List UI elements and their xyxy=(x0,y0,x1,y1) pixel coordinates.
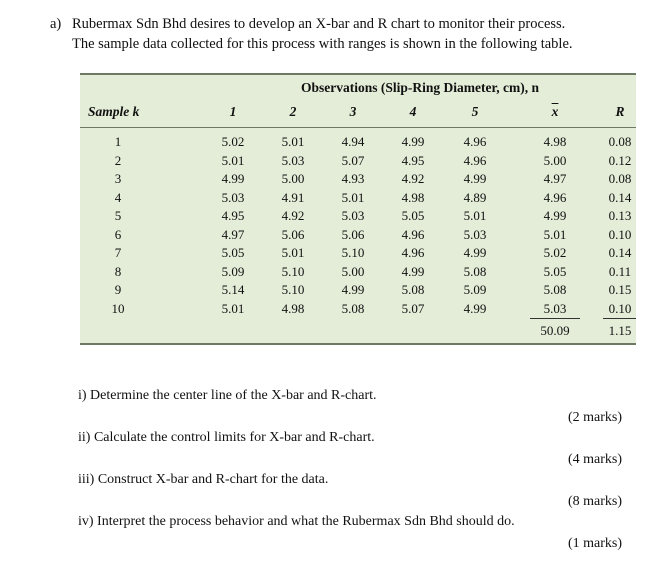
xbar-value: 4.96 xyxy=(543,189,567,205)
xbar-value: 5.03 xyxy=(543,300,567,316)
observation-value: 4.97 xyxy=(221,226,245,242)
observation-value: 5.08 xyxy=(341,300,365,316)
question-i-marks: (2 marks) xyxy=(567,410,622,425)
observation-value: 5.00 xyxy=(341,263,365,279)
table-top-rule xyxy=(80,73,636,75)
observation-value: 4.91 xyxy=(281,189,305,205)
observation-value: 5.09 xyxy=(221,263,245,279)
observation-value: 5.03 xyxy=(281,152,305,168)
observation-value: 4.99 xyxy=(463,300,487,316)
sample-number: 1 xyxy=(114,134,122,149)
observation-value: 5.09 xyxy=(463,282,487,297)
observation-value: 4.96 xyxy=(401,226,425,242)
xbar-value: 5.08 xyxy=(543,282,567,297)
observation-value: 4.93 xyxy=(341,171,365,186)
header-sample: Sample k xyxy=(88,104,140,119)
question-intro xyxy=(50,14,650,54)
sample-number: 10 xyxy=(111,300,125,316)
range-value: 0.08 xyxy=(608,134,632,149)
observation-value: 4.99 xyxy=(401,263,425,279)
observation-value: 4.94 xyxy=(341,134,365,149)
observation-value: 4.96 xyxy=(463,134,487,149)
header-obs-1: 1 xyxy=(229,104,237,119)
observation-value: 5.06 xyxy=(281,226,305,242)
header-range: R xyxy=(615,104,625,119)
observation-value: 5.06 xyxy=(341,226,365,242)
observation-value: 5.02 xyxy=(221,134,245,149)
question-iv: iv) Interpret the process behavior and what the Rubermax Sdn Bhd should do. xyxy=(78,514,515,529)
observation-value: 4.99 xyxy=(463,245,487,260)
observation-value: 5.08 xyxy=(463,263,487,279)
observation-value: 5.05 xyxy=(221,245,245,260)
observation-value: 4.99 xyxy=(341,282,365,297)
observation-value: 5.03 xyxy=(341,208,365,223)
sample-number: 7 xyxy=(114,245,122,260)
observation-value: 5.01 xyxy=(281,134,305,149)
header-obs-4: 4 xyxy=(409,104,417,119)
header-obs-3: 3 xyxy=(349,104,357,119)
question-iii: iii) Construct X-bar and R-chart for the data. xyxy=(78,472,329,487)
range-value: 0.15 xyxy=(608,282,632,297)
observation-value: 4.92 xyxy=(281,208,305,223)
observation-value: 4.98 xyxy=(281,300,305,316)
range-value: 0.10 xyxy=(608,226,632,242)
observation-value: 5.03 xyxy=(463,226,487,242)
xbar-value: 5.05 xyxy=(543,263,567,279)
observation-value: 4.96 xyxy=(401,245,425,260)
range-value: 0.14 xyxy=(608,189,632,205)
range-value: 0.13 xyxy=(608,208,632,223)
xbar-value: 4.99 xyxy=(543,208,567,223)
intro-line-2: The sample data collected for this process with ranges is shown in the following table. xyxy=(72,36,573,52)
observation-value: 5.01 xyxy=(221,300,245,316)
observation-value: 5.01 xyxy=(281,245,305,260)
sample-number: 8 xyxy=(114,263,122,279)
xbar-value: 5.01 xyxy=(543,226,567,242)
intro-line-1: Rubermax Sdn Bhd desires to develop an X-bar and R chart to monitor their process. xyxy=(72,16,566,32)
observation-value: 5.08 xyxy=(401,282,425,297)
observation-value: 5.10 xyxy=(281,282,305,297)
observation-value: 5.03 xyxy=(221,189,245,205)
table-header-rule xyxy=(80,127,636,128)
range-value: 0.11 xyxy=(608,263,632,279)
observations-header: Observations (Slip-Ring Diameter, cm), n xyxy=(301,80,539,95)
sample-number: 5 xyxy=(114,208,122,223)
r-sum-line xyxy=(603,318,636,319)
range-value: 0.12 xyxy=(608,152,632,168)
observation-value: 5.07 xyxy=(401,300,425,316)
question-label: a) xyxy=(50,16,62,32)
xbar-value: 5.02 xyxy=(543,245,567,260)
observation-value: 4.99 xyxy=(463,171,487,186)
observation-value: 4.96 xyxy=(463,152,487,168)
observation-value: 5.14 xyxy=(221,282,245,297)
header-obs-2: 2 xyxy=(289,104,297,119)
question-i: i) Determine the center line of the X-bar and R-chart. xyxy=(78,388,377,403)
sample-number: 6 xyxy=(114,226,122,242)
range-value: 0.14 xyxy=(608,245,632,260)
table-bottom-rule xyxy=(80,343,636,345)
xbar-total: 50.09 xyxy=(540,323,570,338)
observation-value: 4.99 xyxy=(221,171,245,186)
xbar-value: 5.00 xyxy=(543,152,567,168)
sample-number: 3 xyxy=(114,171,122,186)
xbar-value: 4.98 xyxy=(543,134,567,149)
observation-value: 5.07 xyxy=(341,152,365,168)
question-iv-marks: (1 marks) xyxy=(567,536,622,551)
sample-number: 4 xyxy=(114,189,122,205)
r-total: 1.15 xyxy=(608,323,632,338)
observation-value: 4.98 xyxy=(401,189,425,205)
xbar-sum-line xyxy=(530,318,580,319)
observation-value: 4.95 xyxy=(401,152,425,168)
observation-value: 4.89 xyxy=(463,189,487,205)
xbar-value: 4.97 xyxy=(543,171,567,186)
sample-number: 2 xyxy=(114,152,122,168)
observation-value: 5.01 xyxy=(341,189,365,205)
observation-value: 5.01 xyxy=(463,208,487,223)
observation-value: 4.95 xyxy=(221,208,245,223)
observation-value: 5.10 xyxy=(341,245,365,260)
observation-value: 5.10 xyxy=(281,263,305,279)
header-xbar: $\overline{x}$ xyxy=(551,104,559,119)
observation-value: 5.01 xyxy=(221,152,245,168)
range-value: 0.10 xyxy=(608,300,632,316)
header-obs-5: 5 xyxy=(471,104,479,119)
range-value: 0.08 xyxy=(608,171,632,186)
sample-number: 9 xyxy=(114,282,122,297)
observation-value: 5.05 xyxy=(401,208,425,223)
question-iii-marks: (8 marks) xyxy=(567,494,622,509)
observation-value: 4.92 xyxy=(401,171,425,186)
observation-value: 4.99 xyxy=(401,134,425,149)
observation-value: 5.00 xyxy=(281,171,305,186)
question-ii: ii) Calculate the control limits for X-bar and R-chart. xyxy=(78,430,375,445)
question-ii-marks: (4 marks) xyxy=(567,452,622,467)
